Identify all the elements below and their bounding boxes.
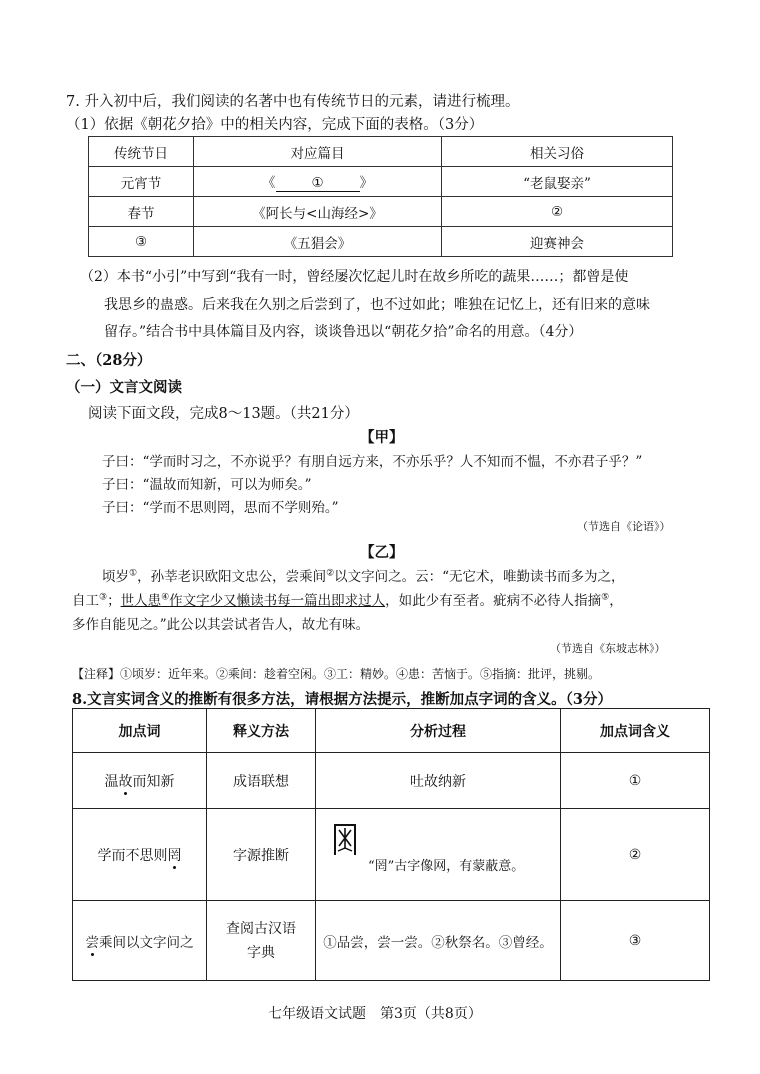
table-cell: ②: [442, 197, 673, 227]
q7-part1: （1）依据《朝花夕拾》中的相关内容，完成下面的表格。（3分）: [66, 117, 484, 133]
table-cell: 春节: [89, 197, 194, 227]
table-header-row: [89, 137, 673, 167]
table-cell: ②: [561, 809, 710, 901]
table-cell: 元宵节: [89, 167, 194, 197]
bracket-left: 《: [262, 175, 276, 191]
table-cell: ③: [89, 227, 194, 257]
table-header-row: [73, 709, 710, 753]
table-row: [89, 197, 673, 227]
text-run: 自工: [72, 593, 99, 609]
ancient-net-glyph-icon: [332, 821, 358, 857]
table-cell: ①: [561, 753, 710, 809]
passage-jia-label: 【甲】: [360, 429, 404, 446]
table-header: 传统节日: [89, 137, 194, 167]
text-run: 学而不思则: [97, 847, 168, 864]
table-row: [73, 901, 710, 981]
table-row: [73, 809, 710, 901]
answer-blank: ①: [276, 175, 360, 192]
section-2-subtitle: （一）文言文阅读: [66, 379, 182, 396]
text-run: ；: [107, 593, 121, 609]
text-run: 世人患: [120, 593, 162, 609]
note-ref: ④: [161, 592, 170, 603]
table-row: [89, 167, 673, 197]
section-2-title: 二、（28分）: [66, 352, 152, 369]
table-cell: [73, 753, 207, 809]
section-2-intro: 阅读下面文段，完成8～13题。（共21分）: [88, 406, 359, 422]
text-run: 作文字少又懒读书每一篇出即求过人: [169, 593, 386, 609]
passage-jia-line3: 子曰：“学而不思则罔，思而不学则殆。”: [102, 500, 339, 516]
method-line: 查阅古汉语: [226, 920, 296, 937]
dotted-char: 尝: [85, 934, 99, 951]
table-cell: ①品尝，尝一尝。②秋祭名。③曾经。: [316, 901, 561, 981]
table-cell: 成语联想: [207, 753, 316, 809]
table-cell: 《五猖会》: [194, 227, 442, 257]
q7-part2-line3: 留存。”结合书中具体篇目及内容，谈谈鲁迅以“朝花夕拾”命名的用意。（4分）: [104, 324, 583, 340]
table-header: 相关习俗: [442, 137, 673, 167]
passage-yi-line1: [102, 565, 625, 585]
table-cell: “老鼠娶亲”: [442, 167, 673, 197]
text-run: ，如此少有至者。疵病不必待人指摘: [385, 593, 602, 609]
passage-yi-line3: 多作自能见之。”此公以其尝试者告人，故尤有味。: [72, 617, 370, 633]
bracket-right: 》: [359, 175, 373, 191]
table-cell: [194, 167, 442, 197]
passage-yi-line2: [72, 589, 623, 609]
q7-part2-line1: （2）本书“小引”中写到“我有一时，曾经屡次忆起儿时在故乡所吃的蔬果……；都曾是使: [80, 269, 629, 285]
word-meaning-table: [72, 708, 710, 981]
table-cell: [73, 901, 207, 981]
table-cell: 字源推断: [207, 809, 316, 901]
festival-table: [88, 136, 673, 257]
text-run: ，孙莘老识欧阳文忠公，尝乘间: [137, 569, 327, 585]
dotted-char: 罔: [167, 847, 182, 864]
q7-title: 7. 升入初中后，我们阅读的名著中也有传统节日的元素，请进行梳理。: [66, 94, 520, 110]
text-run: 乘间以文字问之: [99, 934, 194, 951]
underlined-sentence: [121, 593, 386, 609]
note-ref: ③: [99, 592, 108, 603]
passage-yi-label: 【乙】: [360, 544, 404, 561]
q8-title: 8.文言实词含义的推断有很多方法，请根据方法提示，推断加点字词的含义。（3分）: [72, 691, 612, 708]
table-cell: ③: [561, 901, 710, 981]
passage-jia-line2: 子曰：“温故而知新，可以为师矣。”: [102, 477, 312, 493]
page-footer: 七年级语文试题 第3页（共8页）: [268, 1006, 482, 1022]
table-row: [89, 227, 673, 257]
table-header: 分析过程: [316, 709, 561, 753]
table-cell: [73, 809, 207, 901]
table-cell: 《阿长与<山海经>》: [194, 197, 442, 227]
annotation-notes: 【注释】①顷岁：近年来。②乘间：趁着空闲。③工：精妙。④患：苦恼于。⑤指摘：批评，挑剔。: [72, 667, 601, 681]
text-run: 温: [104, 773, 119, 790]
table-header: 加点词含义: [561, 709, 710, 753]
table-header: 释义方法: [207, 709, 316, 753]
table-row: [73, 753, 710, 809]
passage-jia-line1: 子曰：“学而时习之，不亦说乎？有朋自远方来，不亦乐乎？人不知而不愠，不亦君子乎？”: [102, 454, 643, 470]
table-cell: 迎赛神会: [442, 227, 673, 257]
dotted-char: 故: [118, 773, 133, 790]
passage-yi-source: （节选自《东坡志林》）: [550, 642, 666, 655]
note-ref: ②: [326, 568, 335, 579]
q7-part2-line2: 我思乡的蛊惑。后来我在久别之后尝到了，也不过如此；唯独在记忆上，还有旧来的意味: [104, 297, 650, 313]
method-line: 字典: [247, 944, 275, 961]
note-ref: ①: [129, 568, 138, 579]
text-run: 顷岁: [102, 569, 129, 585]
table-cell: 吐故纳新: [316, 753, 561, 809]
passage-jia-source: （节选自《论语》）: [577, 520, 671, 533]
table-cell: [316, 809, 561, 901]
table-cell: [207, 901, 316, 981]
note-ref: ⑤: [601, 592, 610, 603]
table-header: 对应篇目: [194, 137, 442, 167]
text-run: 而知新: [132, 773, 175, 790]
text-run: ，: [609, 593, 623, 609]
analysis-text: “罔”古字像网，有蒙蔽意。: [368, 859, 525, 874]
table-header: 加点词: [73, 709, 207, 753]
text-run: 以文字问之。云：“无它术，唯勤读书而多为之，: [334, 569, 625, 585]
